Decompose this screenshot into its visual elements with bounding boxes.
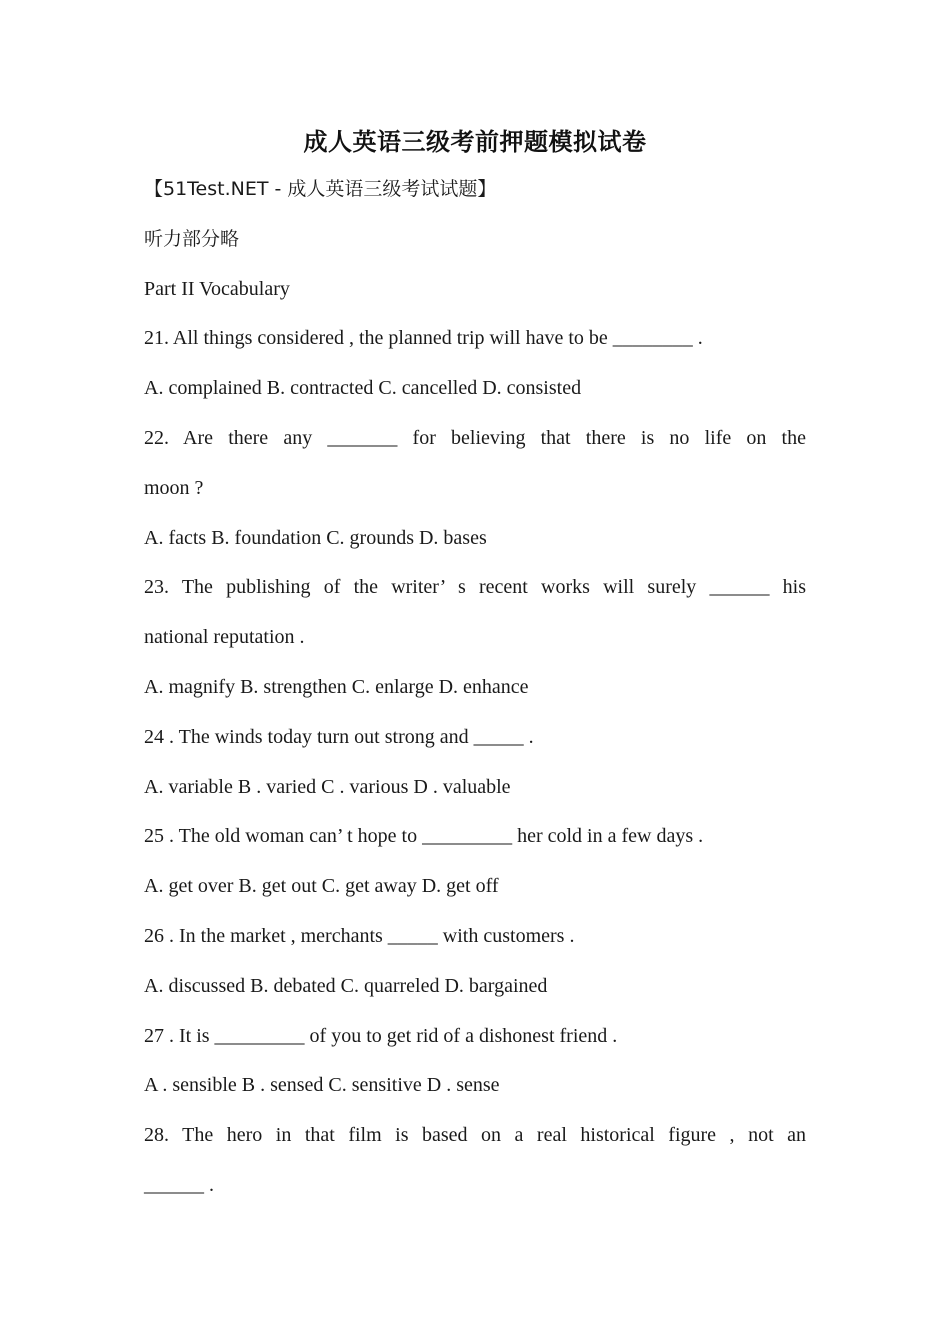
options-24: A. variable B . varied C . various D . valuable (144, 775, 511, 798)
question-22: 22. Are there any _______ for believing that there is no life on the (144, 426, 806, 449)
options-25: A. get over B. get out C. get away D. get off (144, 875, 499, 898)
question-28-continued: ______ . (144, 1173, 214, 1196)
question-23-continued: national reputation . (144, 626, 305, 649)
options-21: A. complained B. contracted C. cancelled D. consisted (144, 377, 582, 400)
listening-note: 听力部分略 (144, 227, 240, 250)
question-26: 26 . In the market , merchants _____ with customers . (144, 924, 575, 947)
question-25: 25 . The old woman can’ t hope to _________ her cold in a few days . (144, 825, 704, 848)
options-22: A. facts B. foundation C. grounds D. bases (144, 526, 487, 549)
page-title: 成人英语三级考前押题模拟试卷 (303, 128, 647, 156)
source-line: 【51Test.NET - 成人英语三级考试试题】 (144, 178, 497, 200)
document-body (144, 172, 806, 1218)
options-26: A. discussed B. debated C. quarreled D. bargained (144, 974, 548, 997)
question-21: 21. All things considered , the planned trip will have to be ________ . (144, 327, 703, 350)
options-23: A. magnify B. strengthen C. enlarge D. enhance (144, 675, 529, 698)
section-title: Part II Vocabulary (144, 277, 290, 300)
question-22-continued: moon ? (144, 476, 204, 499)
options-27: A . sensible B . sensed C. sensitive D . sense (144, 1074, 500, 1097)
question-24: 24 . The winds today turn out strong and _____ . (144, 725, 534, 748)
question-23: 23. The publishing of the writer’ s recent works will surely ______ his (144, 576, 806, 599)
question-28: 28. The hero in that film is based on a real historical figure , not an (144, 1124, 806, 1147)
question-27: 27 . It is _________ of you to get rid of a dishonest friend . (144, 1024, 618, 1047)
